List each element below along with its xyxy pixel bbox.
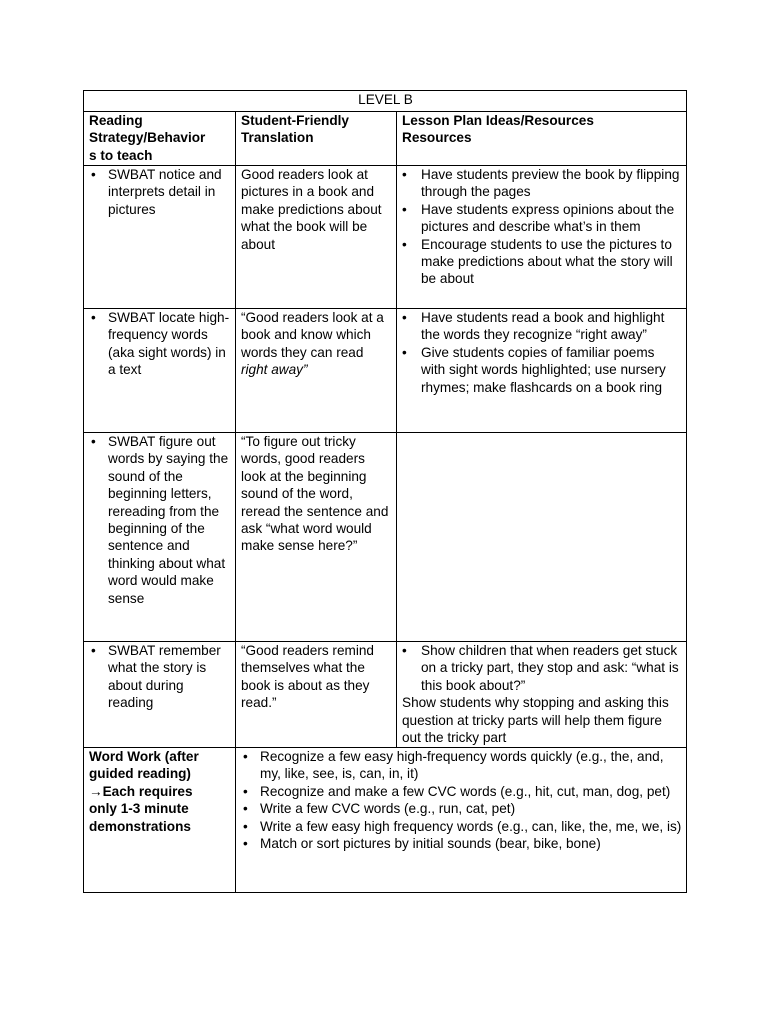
idea-item: • Give students copies of familiar poems with sight words highlighted; use nursery rhymes; make flashcards on a book ring — [402, 344, 682, 396]
header-lesson-plan: Lesson Plan Ideas/Resources Resources — [397, 112, 687, 166]
behavior-item: • SWBAT remember what the story is about during reading — [89, 642, 231, 712]
translation-cell: “Good readers look at a book and know which words they can read right away” — [236, 309, 397, 433]
word-work-row — [84, 748, 687, 893]
idea-note: Show students why stopping and asking this question at tricky parts will help them figure out the tricky part — [402, 695, 669, 746]
word-work-item: • Recognize and make a few CVC words (e.g., hit, cut, man, dog, pet) — [241, 783, 682, 800]
behavior-item: • SWBAT notice and interprets detail in pictures — [89, 166, 231, 218]
document-page — [83, 90, 686, 893]
header-student-friendly: Student-Friendly Translation — [236, 112, 397, 166]
word-work-item: • Write a few CVC words (e.g., run, cat, pet) — [241, 800, 682, 817]
ideas-cell — [397, 309, 687, 433]
behavior-cell — [84, 166, 236, 309]
idea-item: • Have students read a book and highlight the words they recognize “right away” — [402, 309, 682, 344]
word-work-items — [236, 748, 687, 893]
behavior-cell — [84, 309, 236, 433]
table-row — [84, 642, 687, 748]
ideas-cell-empty — [397, 433, 687, 642]
translation-cell: Good readers look at pictures in a book and make predictions about what the book will be about — [236, 166, 397, 309]
behavior-item: • SWBAT figure out words by saying the sound of the beginning letters, rereading from the beginning of the sentence and thinking about what word would make sense — [89, 433, 231, 607]
word-work-item: • Match or sort pictures by initial sounds (bear, bike, bone) — [241, 835, 682, 852]
level-title: LEVEL B — [84, 91, 687, 112]
behavior-cell — [84, 433, 236, 642]
idea-item: • Show children that when readers get stuck on a tricky part, they stop and ask: “what is this book about?” — [402, 642, 682, 694]
ideas-cell — [397, 166, 687, 309]
table-row — [84, 166, 687, 309]
header-reading-strategy: Reading Strategy/Behavior s to teach — [84, 112, 236, 166]
behavior-cell — [84, 642, 236, 748]
table-row — [84, 309, 687, 433]
word-work-label: Word Work (after guided reading) →Each requires only 1-3 minute demonstrations — [84, 748, 236, 893]
word-work-item: • Write a few easy high frequency words (e.g., can, like, the, me, we, is) — [241, 818, 682, 835]
idea-item: • Have students express opinions about the pictures and describe what’s in them — [402, 201, 682, 236]
header-row — [84, 112, 687, 166]
arrow-icon: → — [89, 783, 103, 799]
translation-cell: “To figure out tricky words, good readers look at the beginning sound of the word, reread the sentence and ask “what word would make sense here?” — [236, 433, 397, 642]
translation-cell: “Good readers remind themselves what the book is about as they read.” — [236, 642, 397, 748]
lesson-plan-table — [83, 90, 687, 893]
idea-item: • Encourage students to use the pictures to make predictions about what the story will be about — [402, 236, 682, 288]
table-row — [84, 433, 687, 642]
idea-item: • Have students preview the book by flipping through the pages — [402, 166, 682, 201]
level-row — [84, 91, 687, 112]
behavior-item: • SWBAT locate high-frequency words (aka sight words) in a text — [89, 309, 231, 379]
word-work-item: • Recognize a few easy high-frequency words quickly (e.g., the, and, my, like, see, is, can, in, it) — [241, 748, 682, 783]
ideas-cell — [397, 642, 687, 748]
